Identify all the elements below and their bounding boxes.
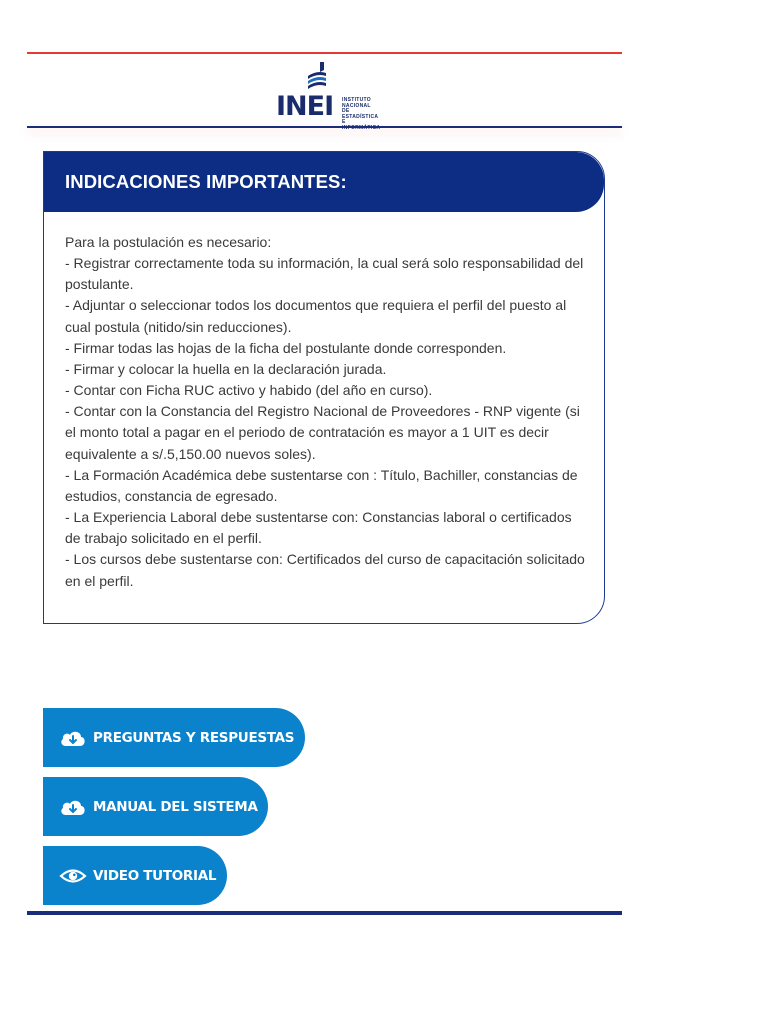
faq-button-label: PREGUNTAS Y RESPUESTAS bbox=[93, 729, 295, 746]
indications-line: - La Experiencia Laboral debe sustentarse con: Constancias laboral o certificados de trabajo solicitado en el perfil. bbox=[65, 509, 572, 547]
indications-title: INDICACIONES IMPORTANTES: bbox=[65, 171, 347, 192]
logo-text: INEI bbox=[276, 91, 334, 122]
indications-line: - Registrar correctamente toda su información, la cual será solo responsabilidad del postulante. bbox=[65, 255, 584, 293]
indications-card-header bbox=[44, 152, 604, 212]
logo-subtitle: INSTITUTO NACIONAL DE ESTADÍSTICA E bbox=[342, 97, 379, 125]
header-divider bbox=[27, 126, 622, 128]
indications-line: - La Formación Académica debe sustentarse con : Título, Bachiller, constancias de estudios, constancia de egresado. bbox=[65, 466, 578, 504]
indications-card bbox=[43, 151, 605, 624]
indications-line: - Los cursos debe sustentarse con: Certificados del curso de capacitación solicitado en el perfil. bbox=[65, 551, 585, 589]
system-manual-button-label: MANUAL DEL SISTEMA bbox=[93, 798, 258, 815]
bottom-divider bbox=[27, 911, 622, 915]
indications-line: - Firmar todas las hojas de la ficha del postulante donde corresponden. bbox=[65, 339, 507, 356]
system-manual-button[interactable] bbox=[43, 777, 268, 836]
indications-line: Para la postulación es necesario: bbox=[65, 234, 272, 250]
video-tutorial-button-label: VIDEO TUTORIAL bbox=[93, 867, 217, 884]
indications-line: - Firmar y colocar la huella en la declaración jurada. bbox=[65, 360, 387, 377]
video-tutorial-button[interactable] bbox=[43, 846, 227, 905]
inei-logo[interactable] bbox=[276, 62, 379, 125]
cloud-download-icon bbox=[59, 727, 87, 749]
indications-body bbox=[65, 232, 590, 592]
cloud-download-icon bbox=[59, 796, 87, 818]
indications-line: - Adjuntar o seleccionar todos los documentos que requiera el perfil del puesto al cual postula (nitido/sin reducciones). bbox=[65, 297, 567, 335]
faq-button[interactable] bbox=[43, 708, 305, 767]
inei-logo-mark-icon bbox=[306, 62, 328, 92]
indications-line: - Contar con Ficha RUC activo y habido (del año en curso). bbox=[65, 382, 433, 399]
site-header bbox=[27, 54, 622, 128]
eye-icon bbox=[59, 865, 87, 887]
indications-line: - Contar con la Constancia del Registro Nacional de Proveedores - RNP vigente (si el monto total a pagar en el periodo de contratación es mayor a 1 UIT es decir equivalente a s/.5,150.00 nuevos soles). bbox=[65, 403, 580, 462]
